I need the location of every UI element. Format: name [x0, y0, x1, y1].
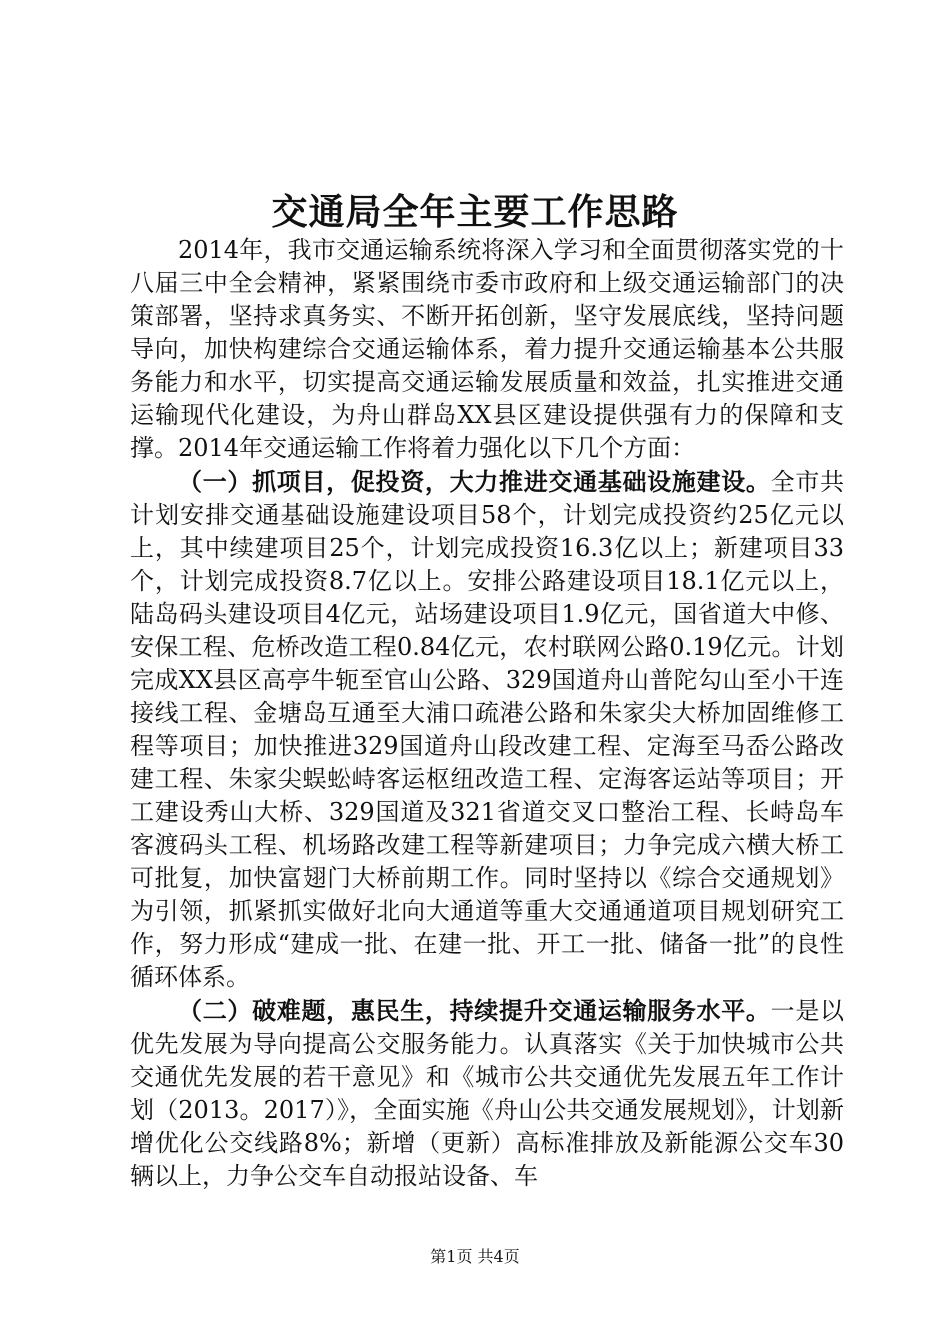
- paragraph-section-1: [130, 465, 844, 994]
- document-body: [130, 234, 844, 1193]
- paragraph-text: 全市共计划安排交通基础设施建设项目58个，计划完成投资约25亿元以上，其中续建项目25个，计划完成投资16.3亿以上；新建项目33个，计划完成投资8.7亿以上。安排公路建设项目18.1亿元以上，陆岛码头建设项目4亿元，站场建设项目1.9亿元，国省道大中修、安保工程、危桥改造工程0.84亿元，农村联网公路0.19亿元。计划完成XX县区高亭牛轭至官山公路、329国道舟山普陀勾山至小干连接线工程、金塘岛互通至大浦口疏港公路和朱家尖大桥加固维修工程等项目；加快推进329国道舟山段改建工程、定海至马岙公路改建工程、朱家尖蜈蚣峙客运枢纽改造工程、定海客运站等项目；开工建设秀山大桥、329国道及321省道交叉口整治工程、长峙岛车客渡码头工程、机场路改建工程等新建项目；力争完成六横大桥工可批复，加快富翅门大桥前期工作。同时坚持以《综合交通规划》为引领，抓紧抓实做好北向大通道等重大交通通道项目规划研究工作，努力形成“建成一批、在建一批、开工一批、储备一批”的良性循环体系。: [130, 468, 845, 991]
- paragraph-intro: [130, 234, 844, 465]
- page-number-footer: 第1页 共4页: [430, 1247, 520, 1266]
- paragraph-text: 一是以优先发展为导向提高公交服务能力。认真落实《关于加快城市公共交通优先发展的若干意见》和《城市公共交通优先发展五年工作计划（2013。2017）》，全面实施《舟山公共交通发展规划》，计划新增优化公交线路8%；新增（更新）高标准排放及新能源公交车30辆以上，力争公交车自动报站设备、车: [130, 997, 845, 1190]
- paragraph-text: 2014年，我市交通运输系统将深入学习和全面贯彻落实党的十八届三中全会精神，紧紧围绕市委市政府和上级交通运输部门的决策部署，坚持求真务实、不断开拓创新，坚守发展底线，坚持问题导向，加快构建综合交通运输体系，着力提升交通运输基本公共服务能力和水平，切实提高交通运输发展质量和效益，扎实推进交通运输现代化建设，为舟山群岛XX县区建设提供强有力的保障和支撑。2014年交通运输工作将着力强化以下几个方面：: [130, 236, 844, 462]
- section-heading: （二）破难题，惠民生，持续提升交通运输服务水平。: [178, 996, 771, 1025]
- paragraph-section-2: [130, 994, 844, 1193]
- section-heading: （一）抓项目，促投资，大力推进交通基础设施建设。: [178, 467, 771, 496]
- document-title: 交通局全年主要工作思路: [271, 191, 679, 233]
